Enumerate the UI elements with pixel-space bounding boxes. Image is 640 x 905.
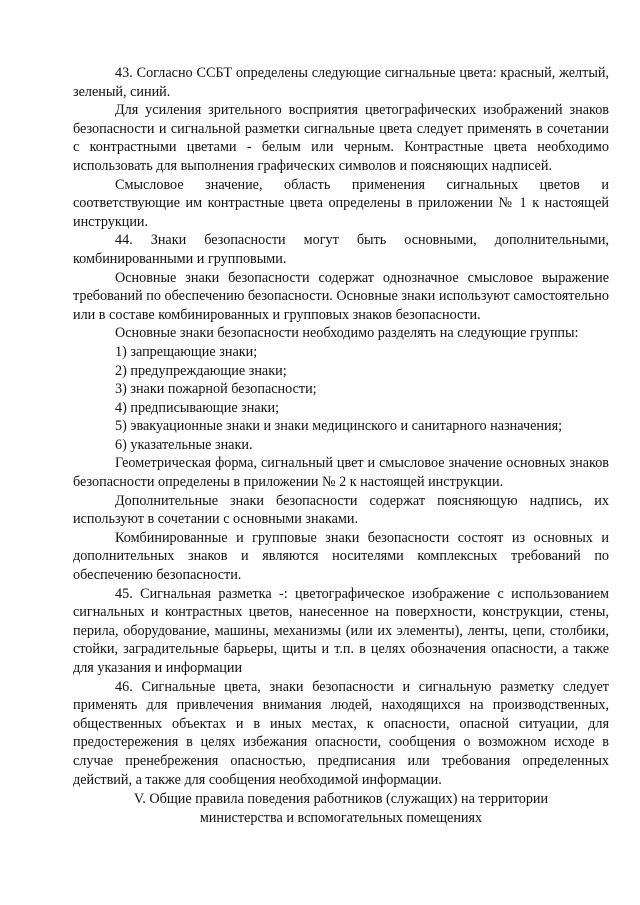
paragraph-geometric-form: Геометрическая форма, сигнальный цвет и смысловое значение основных знаков безопасности определены в приложении № 2 к настоящей инструкции. <box>73 455 609 491</box>
paragraph-43: 43. Согласно ССБТ определены следующие сигнальные цвета: красный, желтый, зеленый, синий. <box>73 65 609 100</box>
paragraph-groups-intro: Основные знаки безопасности необходимо разделять на следующие группы: <box>115 325 579 342</box>
paragraph-basic-signs: Основные знаки безопасности содержат однозначное смысловое выражение требований по обеспечению безопасности. Основные знаки используют самостоятельно или в составе комбинированных и групповых знаков безопасности. <box>73 269 609 323</box>
paragraph-45: 45. Сигнальная разметка -: цветографическое изображение с использованием сигнальных и контрастных цветов, нанесенное на поверхности, конструкции, стены, перила, оборудование, машины, механизмы (или их элементы), ленты, цепи, столбики, стойки, заградительные барьеры, щиты и т.п. в целях обозначения опасности, а также для указания и информации <box>73 585 609 676</box>
document-body <box>73 64 609 789</box>
paragraph-44: 44. Знаки безопасности могут быть основными, дополнительными, комбинированными и групповыми. <box>73 232 609 267</box>
paragraph-contrast-colors: Для усиления зрительного восприятия цветографических изображений знаков безопасности и сигнальной разметки сигнальные цвета следует применять в сочетании с контрастными цветами - белым или черным. Контрастные цвета необходимо использовать для выполнения графических символов и поясняющих надписей. <box>73 102 609 174</box>
list-item: 3) знаки пожарной безопасности; <box>115 381 317 398</box>
list-item: 1) запрещающие знаки; <box>115 343 258 360</box>
paragraph-semantic-meaning: Смысловое значение, область применения сигнальных цветов и соответствующие им контрастные цвета определены в приложении № 1 к настоящей инструкции. <box>73 176 609 230</box>
list-item: 5) эвакуационные знаки и знаки медицинского и санитарного назначения; <box>115 418 563 435</box>
paragraph-46: 46. Сигнальные цвета, знаки безопасности и сигнальную разметку следует применять для привлечения внимания людей, находящихся на производственных, общественных объектах и в иных местах, к опасности, опасной ситуации, для предостережения в целях избежания опасности, сообщения о возможном исходе в случае пренебрежения опасностью, предписания или требования определенных действий, а также для сообщения необходимой информации. <box>73 678 609 788</box>
paragraph-combined-signs: Комбинированные и групповые знаки безопасности состоят из основных и дополнительных знаков и являются носителями комплексных требований по обеспечению безопасности. <box>73 529 609 584</box>
section-heading-line1: V. Общие правила поведения работников (служащих) на территории <box>133 791 549 807</box>
section-heading <box>73 790 609 827</box>
list-item: 4) предписывающие знаки; <box>115 399 280 416</box>
list-item: 6) указательные знаки. <box>115 436 253 453</box>
list-item: 2) предупреждающие знаки; <box>115 362 287 379</box>
paragraph-additional-signs: Дополнительные знаки безопасности содержат поясняющую надпись, их используют в сочетании с основными знаками. <box>73 492 609 528</box>
section-heading-line2: министерства и вспомогательных помещениях <box>199 809 483 826</box>
